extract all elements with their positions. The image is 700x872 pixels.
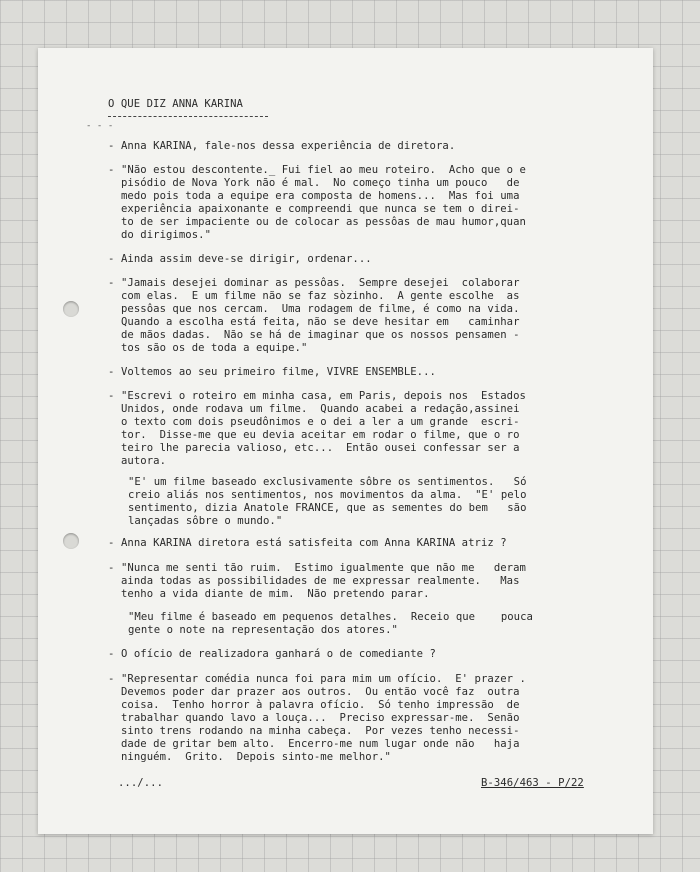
question-dash: - bbox=[108, 537, 115, 549]
question-dash: - bbox=[108, 253, 115, 265]
answer-dash: - bbox=[108, 277, 115, 289]
document-title: O QUE DIZ ANNA KARINA bbox=[108, 98, 243, 110]
answer-line: gente o note na representação dos atores." bbox=[128, 624, 398, 636]
answer-line: sinto trens rodando na minha cabeça. Por vezes tenho necessi- bbox=[121, 725, 520, 737]
document-reference: B-346/463 - P/22 bbox=[481, 777, 584, 789]
answer-line: teiro lhe parecia valioso, etc... Então ousei confessar ser a bbox=[121, 442, 520, 454]
answer-dash: - bbox=[108, 164, 115, 176]
answer-line: "Meu filme é baseado em pequenos detalhes. Receio que pouca bbox=[128, 611, 533, 623]
margin-dots: - - - bbox=[86, 121, 114, 131]
answer-line: "Representar comédia nunca foi para mim um ofício. E' prazer . bbox=[121, 673, 526, 685]
answer-line: "Jamais desejei dominar as pessôas. Sempre desejei colaborar bbox=[121, 277, 520, 289]
question-text: Anna KARINA, fale-nos dessa experiência de diretora. bbox=[121, 140, 456, 152]
answer-line: Devemos poder dar prazer aos outros. Ou então você faz outra bbox=[121, 686, 520, 698]
answer-line: to de ser impaciente ou de colocar as pessôas de mau humor,quan bbox=[121, 216, 526, 228]
answer-line: "E' um filme baseado exclusivamente sôbre os sentimentos. Só bbox=[128, 476, 527, 488]
answer-line: medo pois toda a equipe era composta de homens... Mas foi uma bbox=[121, 190, 520, 202]
answer-dash: - bbox=[108, 390, 115, 402]
answer-line: o texto com dois pseudônimos e o dei a ler a um grande escri- bbox=[121, 416, 520, 428]
question-dash: - bbox=[108, 366, 115, 378]
answer-line: pessôas que nos cercam. Uma rodagem de filme, é como na vida. bbox=[121, 303, 520, 315]
answer-line: experiência apaixonante e compreendi que nunca se tem o direi- bbox=[121, 203, 520, 215]
answer-line: pisódio de Nova York não é mal. No começo tinha um pouco de bbox=[121, 177, 520, 189]
question-text: O ofício de realizadora ganhará o de comediante ? bbox=[121, 648, 436, 660]
answer-line: tos são os de toda a equipe." bbox=[121, 342, 308, 354]
question-dash: - bbox=[108, 140, 115, 152]
answer-line: ninguém. Grito. Depois sinto-me melhor." bbox=[121, 751, 391, 763]
answer-dash: - bbox=[108, 562, 115, 574]
answer-line: com elas. E um filme não se faz sòzinho. A gente escolhe as bbox=[121, 290, 520, 302]
answer-line: Quando a escolha está feita, não se deve hesitar em caminhar bbox=[121, 316, 520, 328]
answer-line: trabalhar quando lavo a louça... Preciso expressar-me. Senão bbox=[121, 712, 520, 724]
continuation-mark: .../... bbox=[118, 777, 163, 789]
question-text: Voltemos ao seu primeiro filme, VIVRE ENSEMBLE... bbox=[121, 366, 436, 378]
answer-line: lançadas sôbre o mundo." bbox=[128, 515, 283, 527]
answer-line: coisa. Tenho horror à palavra ofício. Só tenho impressão de bbox=[121, 699, 520, 711]
title-underline bbox=[108, 116, 268, 117]
question-dash: - bbox=[108, 648, 115, 660]
punch-hole bbox=[63, 533, 79, 549]
answer-line: sentimento, dizia Anatole FRANCE, que as sementes do bem são bbox=[128, 502, 527, 514]
answer-line: tenho a vida diante de mim. Não pretendo parar. bbox=[121, 588, 430, 600]
question-text: Anna KARINA diretora está satisfeita com Anna KARINA atriz ? bbox=[121, 537, 507, 549]
question-text: Ainda assim deve-se dirigir, ordenar... bbox=[121, 253, 372, 265]
answer-line: de mãos dadas. Não se há de imaginar que os nossos pensamen - bbox=[121, 329, 520, 341]
answer-line: "Nunca me senti tão ruim. Estimo igualmente que não me deram bbox=[121, 562, 526, 574]
document-page bbox=[38, 48, 653, 834]
answer-line: dade de gritar bem alto. Encerro-me num lugar onde não haja bbox=[121, 738, 520, 750]
answer-line: "Escrevi o roteiro em minha casa, em Paris, depois nos Estados bbox=[121, 390, 526, 402]
answer-line: do dirigimos." bbox=[121, 229, 211, 241]
answer-line: Unidos, onde rodava um filme. Quando acabei a redação,assinei bbox=[121, 403, 520, 415]
answer-dash: - bbox=[108, 673, 115, 685]
answer-line: ainda todas as possibilidades de me expressar realmente. Mas bbox=[121, 575, 520, 587]
answer-line: tor. Disse-me que eu devia aceitar em rodar o filme, que o ro bbox=[121, 429, 520, 441]
answer-line: "Não estou descontente._ Fui fiel ao meu roteiro. Acho que o e bbox=[121, 164, 526, 176]
answer-line: autora. bbox=[121, 455, 166, 467]
punch-hole bbox=[63, 301, 79, 317]
answer-line: creio aliás nos sentimentos, nos movimentos da alma. "E' pelo bbox=[128, 489, 527, 501]
